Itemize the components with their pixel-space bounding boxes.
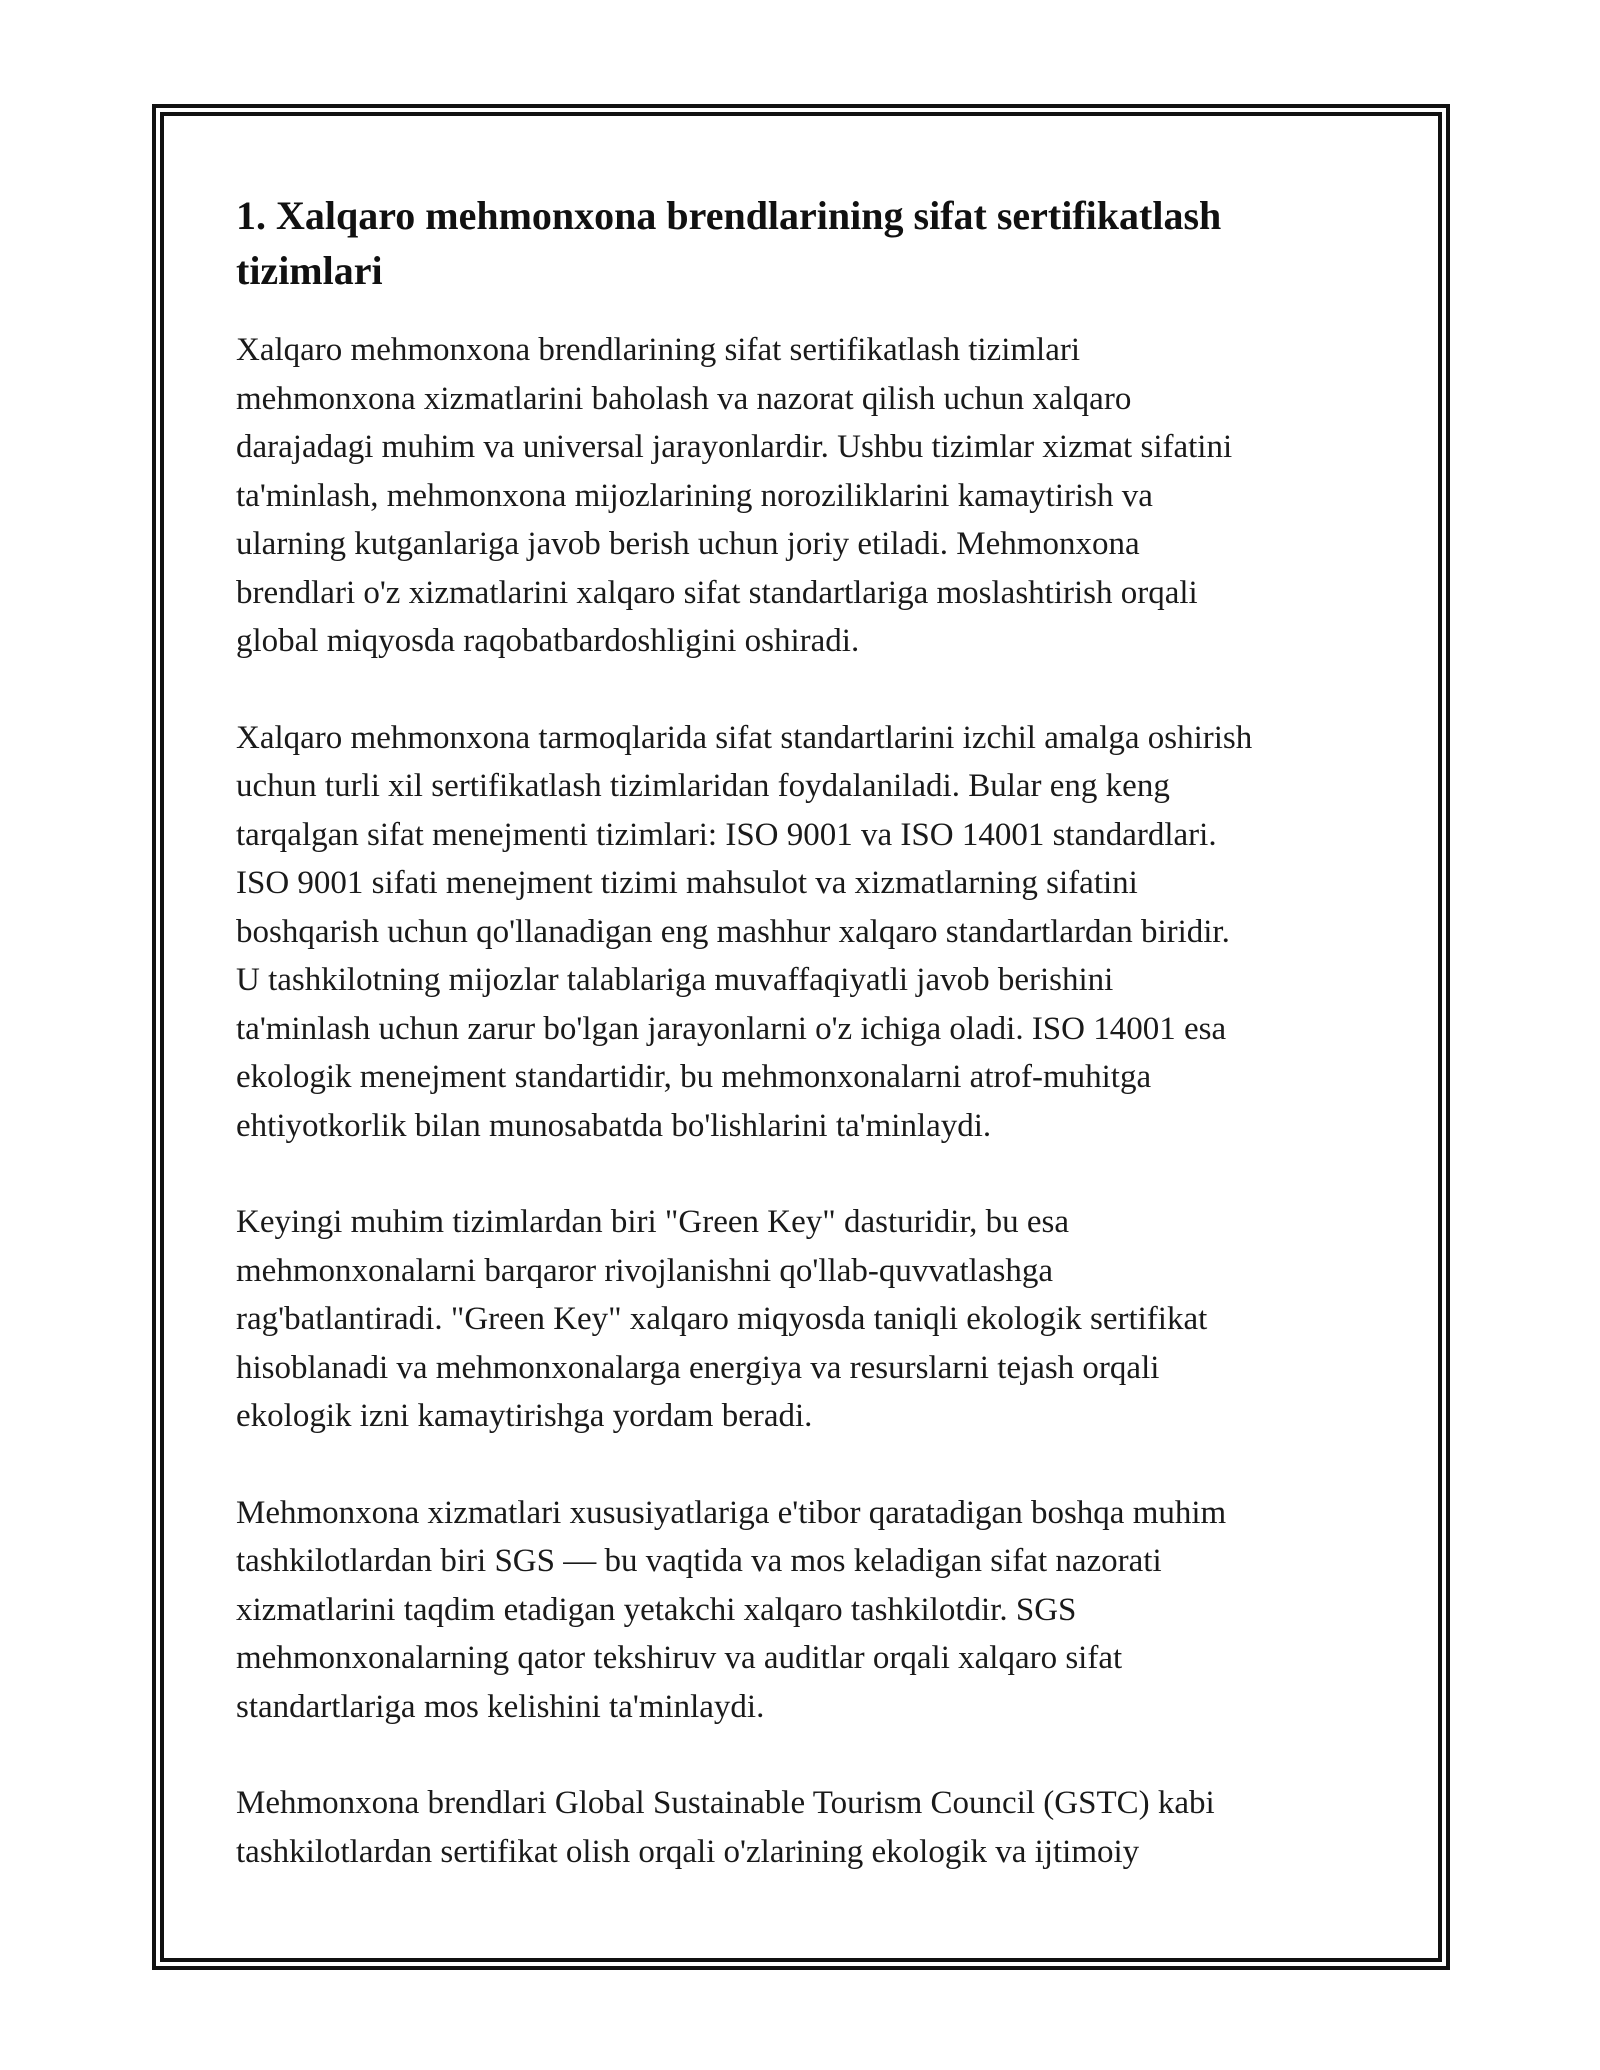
paragraph-4: Mehmonxona xizmatlari xususiyatlariga e'tibor qaratadigan boshqa muhim tashkilotlardan biri SGS — bu vaqtida va mos keladigan sifat nazorati xizmatlarini taqdim etadigan yetakchi xalqaro tashkilotdir. SGS mehmonxonalarning qator tekshiruv va auditlar orqali xalqaro sifat standartlariga mos kelishini ta'minlaydi. (236, 1494, 1227, 1725)
paragraph-1: Xalqaro mehmonxona brendlarining sifat sertifikatlash tizimlari mehmonxona xizmatlarini baholash va nazorat qilish uchun xalqaro darajadagi muhim va universal jarayonlardir. Ushbu tizimlar xizmat sifatini ta'minlash, mehmonxona mijozlarining noroziliklarini kamaytirish va ularning kutganlariga javob berish uchun joriy etiladi. Mehmonxona brendlari o'z xizmatlarini xalqaro sifat standartlariga moslashtirish orqali global miqyosda raqobatbardoshligini oshiradi. (236, 332, 1233, 659)
document-body (236, 188, 1386, 1924)
paragraph-2: Xalqaro mehmonxona tarmoqlarida sifat standartlarini izchil amalga oshirish uchun turli xil sertifikatlash tizimlaridan foydalaniladi. Bular eng keng tarqalgan sifat menejmenti tizimlari: ISO 9001 va ISO 14001 standardlari. ISO 9001 sifati menejment tizimi mahsulot va xizmatlarning sifatini boshqarish uchun qo'llanadigan eng mashhur xalqaro standartlardan biridir. U tashkilotning mijozlar talablariga muvaffaqiyatli javob berishini ta'minlash uchun zarur bo'lgan jarayonlarni o'z ichiga oladi. ISO 14001 esa ekologik menejment standartidir, bu mehmonxonalarni atrof-muhitga ehtiyotkorlik bilan munosabatda bo'lishlarini ta'minlaydi. (236, 719, 1253, 1144)
paragraph-3: Keyingi muhim tizimlardan biri "Green Key" dasturidir, bu esa mehmonxonalarni barqaror rivojlanishni qo'llab-quvvatlashga rag'batlantiradi. "Green Key" xalqaro miqyosda taniqli ekologik sertifikat hisoblanadi va mehmonxonalarga energiya va resurslarni tejash orqali ekologik izni kamaytirishga yordam beradi. (236, 1204, 1208, 1434)
section-heading: 1. Xalqaro mehmonxona brendlarining sifat sertifikatlash tizimlari (236, 193, 1222, 293)
paragraph-5: Mehmonxona brendlari Global Sustainable Tourism Council (GSTC) kabi tashkilotlardan sertifikat olish orqali o'zlarining ekologik va ijtimoiy (236, 1785, 1215, 1870)
